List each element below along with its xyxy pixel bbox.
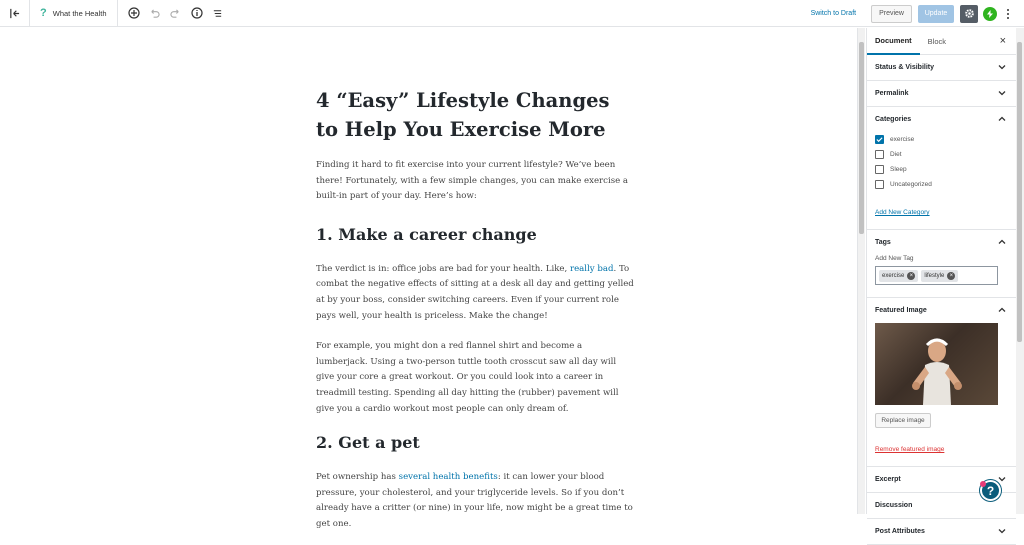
help-question-icon: ? [986, 483, 995, 498]
category-item[interactable] [875, 147, 1008, 162]
editor-scrollbar[interactable] [857, 28, 865, 514]
redo-icon[interactable] [170, 7, 182, 19]
exit-arrow-icon [9, 8, 20, 19]
paragraph-text: . To combat the negative effects of sitting at a desk all day and getting yelled at by your boss, consider switching careers. Even if your current role pays well, your health is priceless. Make the change! [316, 263, 634, 321]
post-content [316, 86, 636, 533]
heading-block[interactable]: 2. Get a pet [316, 433, 420, 453]
paragraph-block[interactable]: For example, you might don a red flannel shirt and become a lumberjack. Using a two-person tuttle tooth crosscut saw all day will give your core a great workout. Or you could look into a career in treadmill testing. Spending all day hitting the (rubber) pavement will give you a cardio workout most people can only dream of. [316, 341, 619, 414]
sidebar-scrollbar[interactable] [1016, 28, 1024, 514]
paragraph-text: Pet ownership has [316, 472, 399, 483]
tab-block[interactable]: Block [927, 36, 947, 46]
more-options-button[interactable] [1002, 5, 1014, 23]
remove-featured-image-link[interactable]: Remove featured image [875, 446, 945, 453]
jetpack-button[interactable] [983, 7, 997, 21]
tag-text: lifestyle [924, 272, 945, 279]
sidebar-scrollbar-thumb[interactable] [1017, 42, 1022, 342]
chevron-down-icon [998, 527, 1006, 535]
dot-icon [1007, 17, 1009, 19]
site-name: What the Health [52, 8, 107, 18]
undo-icon[interactable] [149, 7, 161, 19]
checkbox[interactable] [875, 150, 884, 159]
add-tag-label: Add New Tag [875, 255, 914, 262]
paragraph-block[interactable] [316, 470, 636, 532]
panel-title: Discussion [875, 502, 913, 509]
paragraph-text: The verdict is in: office jobs are bad for your health. Like, [316, 263, 570, 274]
checkbox[interactable] [875, 180, 884, 189]
site-logo-icon: ? [40, 7, 47, 19]
dot-icon [1007, 13, 1009, 15]
outline-icon[interactable] [212, 7, 224, 19]
checkbox-checked[interactable] [875, 135, 884, 144]
paragraph-text: : it can lower your blood pressure, your cholesterol, and your triglyceride levels. So if you don’t already have a critter (or nine) in your life, now might be a great time to get one. [316, 472, 633, 529]
health-benefits-link[interactable]: several health benefits [398, 472, 498, 483]
featured-image-picture [875, 323, 998, 405]
chevron-down-icon [998, 475, 1006, 483]
permalink-panel[interactable] [867, 81, 1016, 107]
post-title[interactable]: 4 “Easy” Lifestyle Changes to Help You Exercise More [316, 89, 610, 141]
paragraph-block[interactable]: Finding it hard to fit exercise into your current lifestyle? We’ve been there! Fortunately, with a few simple changes, you can make exercise a built-in part of your day. Here’s how: [316, 160, 629, 202]
switch-to-draft-link[interactable]: Switch to Draft [810, 10, 857, 17]
tags-panel [867, 230, 1016, 298]
sidebar-tabs [867, 28, 1016, 55]
panel-title[interactable]: Featured Image [875, 307, 927, 314]
settings-button[interactable] [960, 5, 978, 23]
gear-icon [964, 8, 975, 19]
panel-title[interactable]: Categories [875, 116, 912, 123]
category-label: Uncategorized [890, 181, 932, 188]
panel-title: Status & Visibility [875, 64, 934, 71]
category-label: Sleep [890, 166, 907, 173]
chevron-down-icon [998, 89, 1006, 97]
remove-tag-icon[interactable]: × [947, 272, 955, 280]
info-icon[interactable] [191, 7, 203, 19]
category-item[interactable] [875, 132, 1008, 147]
close-icon[interactable]: × [999, 35, 1006, 47]
add-new-category-link[interactable]: Add New Category [875, 209, 930, 216]
tab-document[interactable]: Document [867, 28, 920, 55]
chevron-up-icon[interactable] [998, 306, 1006, 314]
panel-title: Excerpt [875, 476, 901, 483]
chevron-up-icon[interactable] [998, 238, 1006, 246]
editor-toolbar [0, 0, 1024, 27]
checkbox[interactable] [875, 165, 884, 174]
toolbar-actions [811, 0, 1024, 27]
panel-title: Post Attributes [875, 528, 925, 535]
settings-sidebar [866, 28, 1016, 535]
panel-title: Permalink [875, 90, 909, 97]
tag-input[interactable] [875, 266, 998, 285]
status-visibility-panel[interactable] [867, 55, 1016, 81]
featured-image-panel [867, 298, 1016, 467]
preview-button[interactable]: Preview [871, 5, 912, 23]
category-label: exercise [890, 136, 915, 143]
back-to-dashboard-button[interactable] [0, 0, 30, 27]
panel-title[interactable]: Tags [875, 239, 891, 246]
category-item[interactable] [875, 162, 1008, 177]
tag-text: exercise [882, 272, 905, 279]
update-button[interactable]: Update [918, 5, 954, 23]
remove-tag-icon[interactable]: × [907, 272, 915, 280]
notification-dot-icon [980, 481, 986, 487]
chevron-up-icon[interactable] [998, 115, 1006, 123]
editor-canvas [0, 28, 856, 529]
editor-tools [118, 7, 224, 19]
site-title-block[interactable] [30, 0, 118, 27]
jetpack-bolt-icon [986, 10, 994, 18]
chevron-down-icon [998, 63, 1006, 71]
categories-panel [867, 107, 1016, 230]
editor-scrollbar-thumb[interactable] [859, 42, 864, 234]
category-label: Diet [890, 151, 902, 158]
tag-token [879, 270, 918, 282]
really-bad-link[interactable]: really bad [569, 263, 614, 274]
featured-image[interactable] [875, 323, 998, 405]
checkmark-icon [876, 136, 883, 143]
tag-token [921, 270, 958, 282]
add-block-icon[interactable] [128, 7, 140, 19]
category-item[interactable] [875, 177, 1008, 192]
post-attributes-panel[interactable] [867, 519, 1016, 545]
heading-block[interactable]: 1. Make a career change [316, 224, 537, 244]
replace-image-button[interactable]: Replace image [875, 413, 931, 428]
dot-icon [1007, 9, 1009, 11]
paragraph-block[interactable] [316, 262, 636, 324]
